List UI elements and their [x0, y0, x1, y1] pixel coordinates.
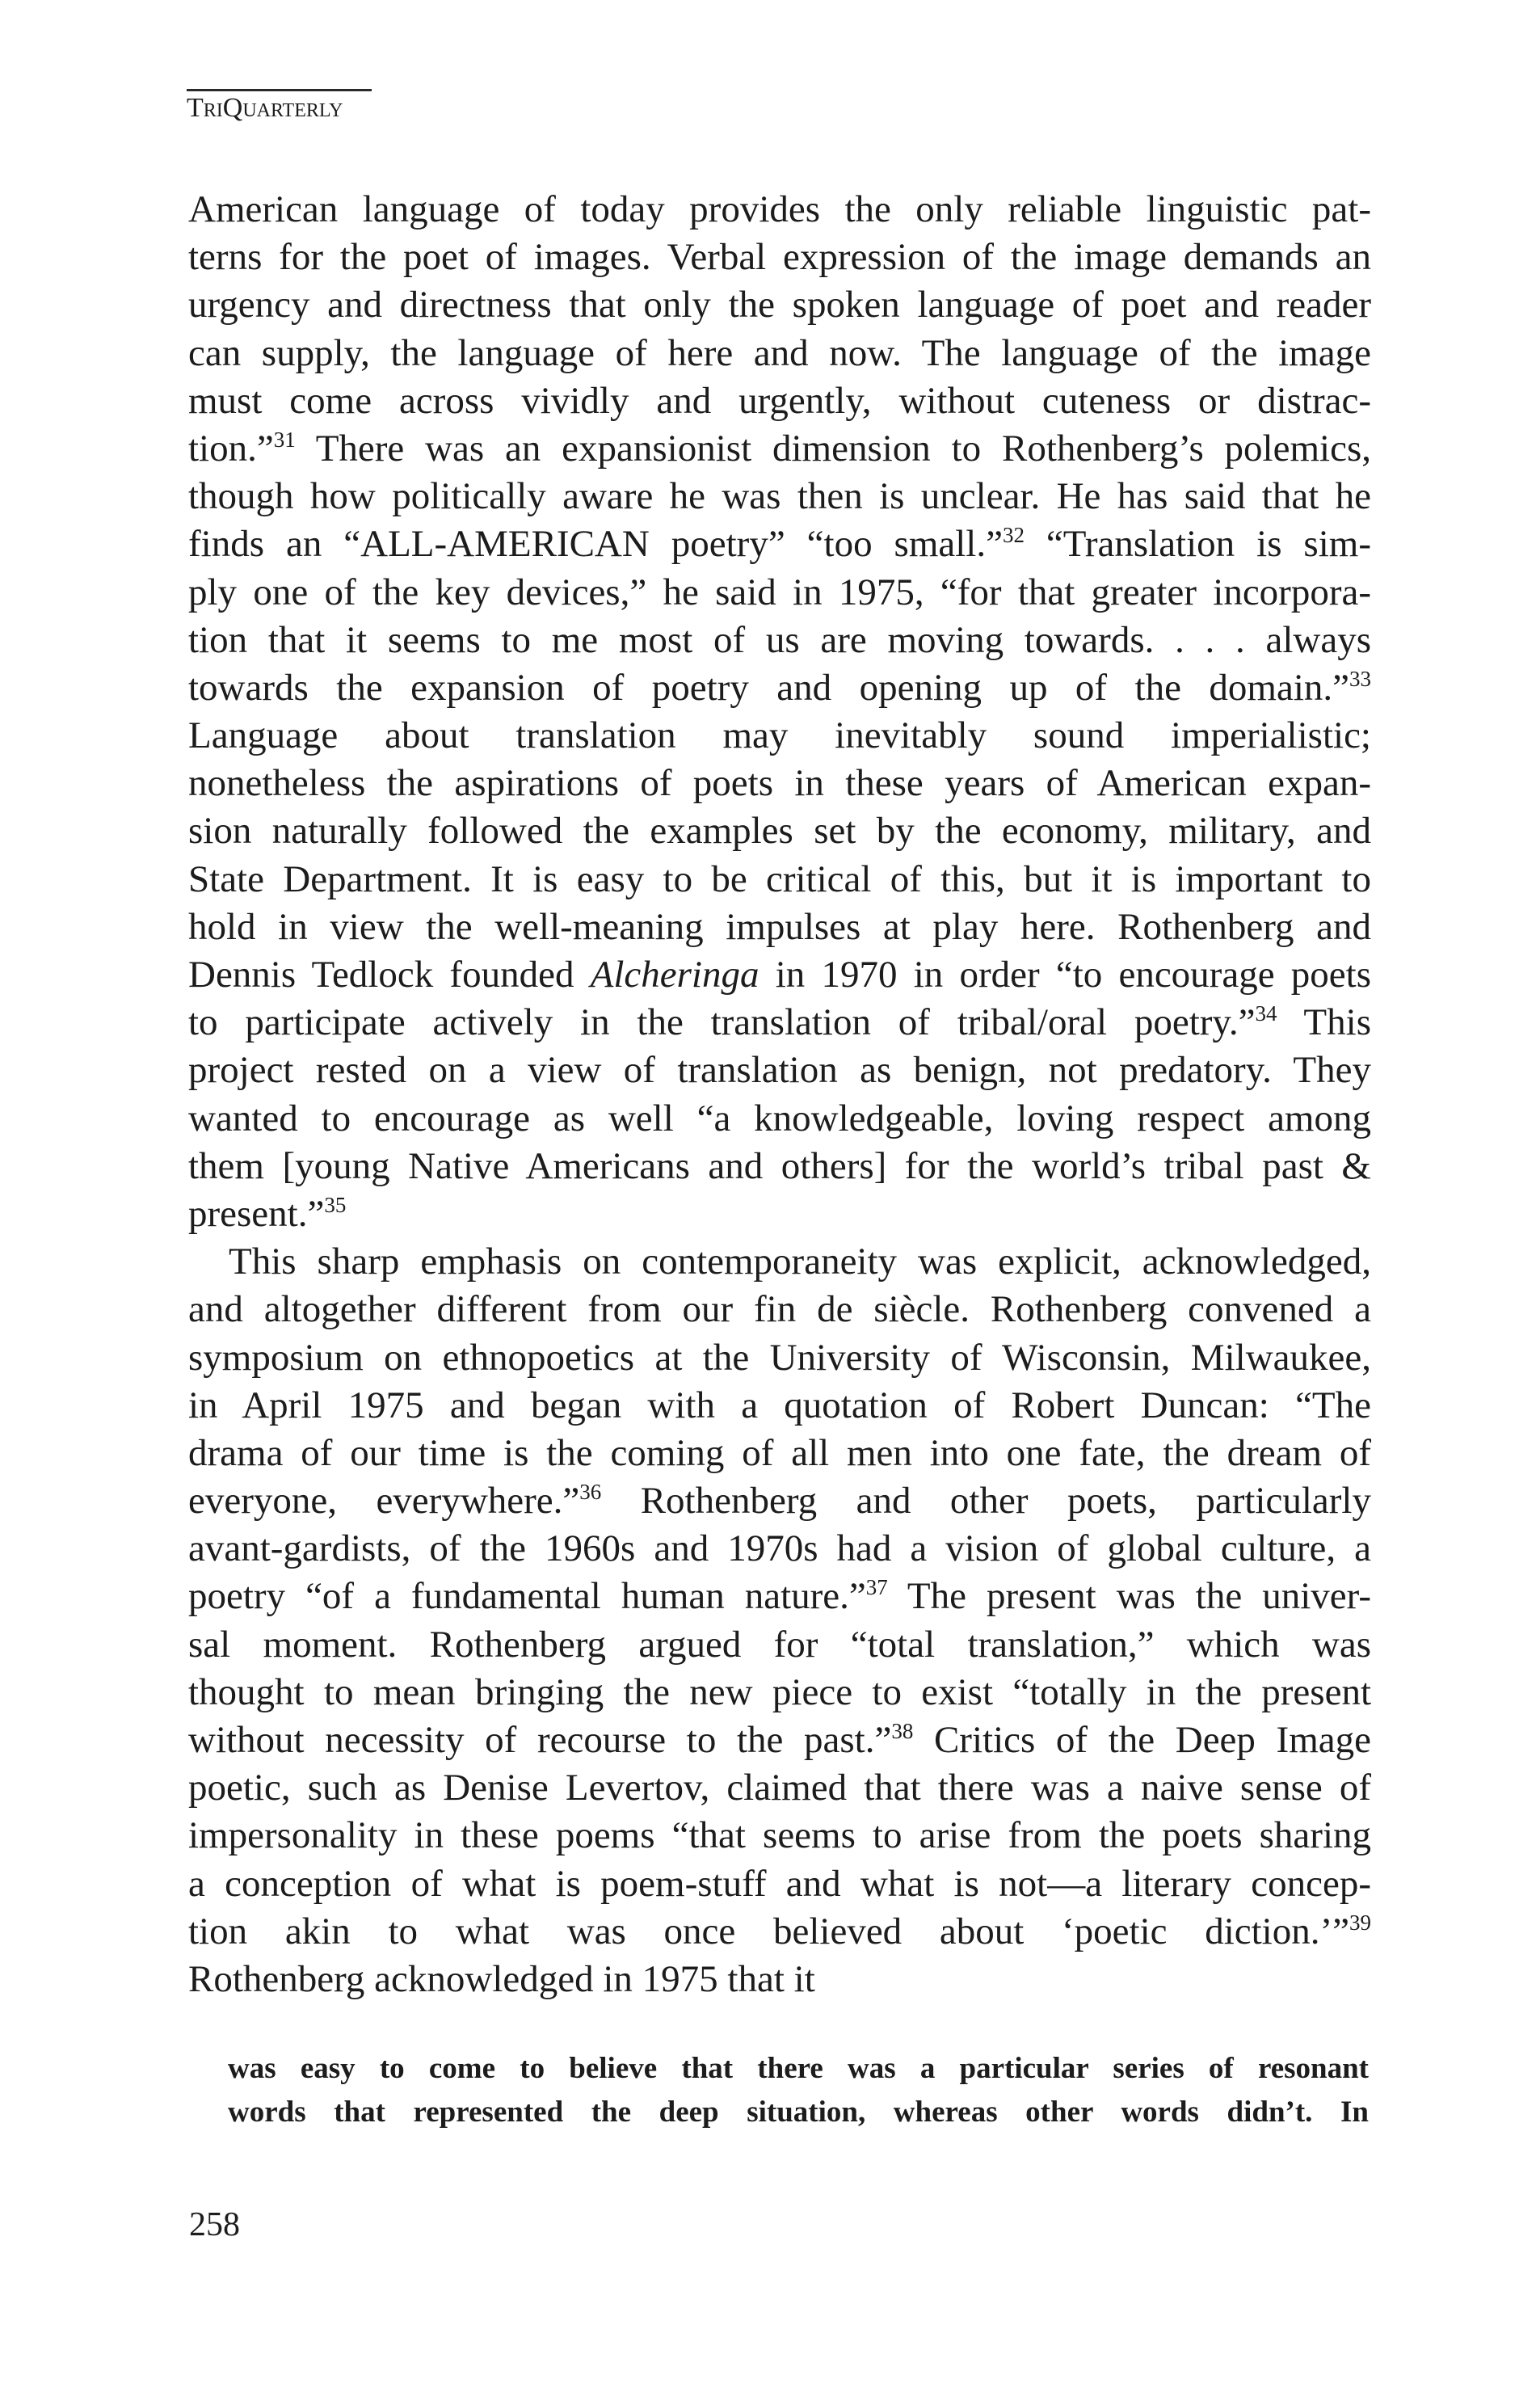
text-run: “Translation is sim- [1024, 523, 1371, 566]
text-run: Critics of the Deep Image [913, 1719, 1371, 1761]
text-run: poetic, such as Denise Levertov, claimed that there was a naive sense of [188, 1767, 1371, 1809]
text-run: sal moment. Rothenberg argued for “total translation,” which was [188, 1623, 1371, 1666]
text-run: tion that it seems to me most of us are moving towards. . . . always [188, 618, 1371, 661]
text-line [188, 856, 1371, 904]
text-run: Rothenberg acknowledged in 1975 that it [188, 1957, 815, 2000]
text-line [188, 1764, 1371, 1812]
footnote-ref: 36 [579, 1480, 602, 1505]
footnote-ref: 38 [891, 1719, 914, 1743]
text-run: American language of today provides the only reliable linguistic pat- [188, 188, 1371, 230]
text-run: towards the expansion of poetry and opening up of the domain.” [188, 666, 1349, 709]
text-run: and altogether different from our fin de siècle. Rothenberg convened a [188, 1288, 1371, 1331]
text-line [188, 1095, 1371, 1143]
text-run: Rothenberg and other poets, particularly [601, 1480, 1371, 1523]
text-line [188, 904, 1371, 951]
italic-title: Alcheringa [590, 954, 759, 996]
text-run: This sharp emphasis on contemporaneity was explicit, acknowledged, [229, 1241, 1371, 1283]
text-line [188, 1908, 1371, 1956]
page-number: 258 [189, 2206, 240, 2243]
text-run: everyone, everywhere.” [188, 1480, 580, 1523]
text-line [188, 1382, 1371, 1430]
text-line [188, 1334, 1371, 1382]
text-line [188, 1717, 1371, 1764]
text-line [188, 1812, 1371, 1860]
quote-line: was easy to come to believe that there was a particular series of resonant [228, 2052, 1369, 2085]
text-run: avant-gardists, of the 1960s and 1970s had a vision of global culture, a [188, 1527, 1371, 1570]
text-run: can supply, the language of here and now. The language of the image [188, 331, 1371, 374]
text-run: them [young Native Americans and others] for the world’s tribal past & [188, 1144, 1371, 1187]
text-line [188, 1238, 1371, 1286]
text-line [188, 1525, 1371, 1573]
text-run: symposium on ethnopoetics at the University of Wisconsin, Milwaukee, [188, 1336, 1371, 1379]
text-run: to participate actively in the translation of tribal/oral poetry.” [188, 1001, 1256, 1044]
text-run: drama of our time is the coming of all men into one fate, the dream of [188, 1431, 1371, 1474]
text-run: must come across vividly and urgently, without cuteness or distrac- [188, 379, 1371, 422]
text-line [188, 1477, 1371, 1525]
text-line [188, 1143, 1371, 1190]
footnote-ref: 33 [1349, 666, 1371, 691]
text-run: hold in view the well-meaning impulses at play here. Rothenberg and [188, 905, 1371, 948]
text-line [188, 1286, 1371, 1333]
text-line [188, 330, 1371, 377]
text-line [188, 951, 1371, 999]
text-line [188, 281, 1371, 329]
block-quote [228, 2047, 1369, 2134]
text-run: poetry “of a fundamental human nature.” [188, 1575, 866, 1618]
text-line [188, 1669, 1371, 1717]
footnote-ref: 31 [273, 427, 296, 452]
text-run: in 1970 in order “to encourage poets [759, 954, 1371, 996]
text-run: The present was the univer- [887, 1575, 1371, 1618]
footnote-ref: 35 [324, 1192, 347, 1217]
text-line [188, 377, 1371, 425]
text-run: though how politically aware he was then is unclear. He has said that he [188, 475, 1371, 518]
text-run: present.” [188, 1192, 325, 1235]
text-run: in April 1975 and began with a quotation of Robert Duncan: “The [188, 1384, 1371, 1426]
text-run: project rested on a view of translation as benign, not predatory. They [188, 1049, 1371, 1092]
text-line [188, 234, 1371, 281]
text-line [188, 1621, 1371, 1669]
text-run: thought to mean bringing the new piece to exist “totally in the present [188, 1670, 1371, 1713]
text-run: nonetheless the aspirations of poets in these years of American expan- [188, 762, 1371, 805]
text-run: sion naturally followed the examples set by the economy, military, and [188, 810, 1371, 853]
text-line [188, 1573, 1371, 1620]
text-line [188, 617, 1371, 664]
text-run: tion.” [188, 427, 274, 470]
text-run: finds an “ALL-AMERICAN poetry” “too small.” [188, 523, 1003, 566]
footnote-ref: 39 [1349, 1910, 1371, 1935]
text-line [188, 1047, 1371, 1094]
text-line [188, 1860, 1371, 1908]
text-line [188, 1956, 1371, 2003]
text-run: ply one of the key devices,” he said in 1975, “for that greater incorpora- [188, 571, 1371, 613]
text-run: terns for the poet of images. Verbal expression of the image demands an [188, 236, 1371, 279]
text-line [188, 712, 1371, 760]
footnote-ref: 32 [1002, 523, 1025, 548]
text-line [188, 664, 1371, 712]
text-run: State Department. It is easy to be critical of this, but it is important to [188, 857, 1371, 900]
text-run: a conception of what is poem-stuff and what is not—a literary concep- [188, 1862, 1371, 1905]
header-rule [187, 89, 372, 91]
text-run: impersonality in these poems “that seems to arise from the poets sharing [188, 1814, 1371, 1857]
text-line [188, 186, 1371, 234]
footnote-ref: 34 [1255, 1001, 1277, 1026]
text-run: There was an expansionist dimension to Rothenberg’s polemics, [295, 427, 1371, 470]
text-run: Dennis Tedlock founded [188, 954, 591, 996]
text-line [188, 807, 1371, 855]
text-line [188, 520, 1371, 568]
text-run: urgency and directness that only the spoken language of poet and reader [188, 284, 1371, 326]
text-line [188, 999, 1371, 1047]
body-text [188, 186, 1371, 2003]
quote-line: words that represented the deep situation, whereas other words didn’t. In [228, 2096, 1369, 2129]
footnote-ref: 37 [865, 1575, 888, 1600]
paragraph [188, 1238, 1371, 2003]
text-run: wanted to encourage as well “a knowledgeable, loving respect among [188, 1097, 1371, 1139]
text-run: without necessity of recourse to the past.” [188, 1719, 892, 1761]
paragraph [188, 186, 1371, 1238]
text-line [188, 1430, 1371, 1477]
text-run: This [1277, 1001, 1371, 1044]
text-run: tion akin to what was once believed about ‘poetic diction.’” [188, 1910, 1349, 1952]
running-head: TriQuarterly [187, 93, 343, 123]
text-run: Language about translation may inevitably sound imperialistic; [188, 714, 1371, 757]
text-line [188, 473, 1371, 520]
text-line [188, 569, 1371, 617]
text-line [188, 760, 1371, 807]
text-line [188, 1190, 1371, 1238]
text-line [188, 425, 1371, 473]
